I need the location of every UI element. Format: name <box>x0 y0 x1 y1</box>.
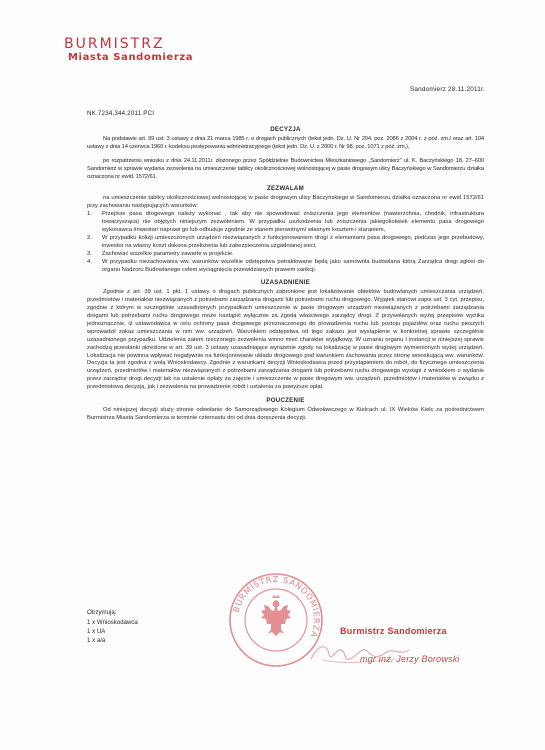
condition-text: Zachować wszelkie parametry zawarte w projekcie. <box>102 250 234 257</box>
letterhead-title: BURMISTRZ <box>64 36 165 52</box>
reference-number: NK.7234.344.2011.PCI <box>87 110 155 117</box>
condition-text: W przypadku kolizji umieszczonych urządzeń niezwiązanych z funkcjonowaniem drogi z elementami pasa drogowego, podczas jego przebudowy, inwestor na własny koszt dokona przełożenia lub zabezpieczenia uzgadnianej sieci, <box>102 234 484 249</box>
decision-heading: DECYZJA <box>270 126 301 133</box>
signatory-name: mgr inż. Jerzy Borowski <box>360 654 460 664</box>
recipients-title: Otrzymują: <box>87 609 117 616</box>
permission-intro: na umieszczenie tablicy okolicznościowej wolnostojącej w pasie drogowym ulicy Baczyńskiego w Sandomierzu działka oznaczona nr ewid 1572/61 przy zachowaniu następujących warunków: <box>87 195 484 210</box>
eagle-emblem-icon <box>261 595 291 636</box>
legal-basis-text: Na podstawie art. 39 ust. 3 ustawy z dnia 21 marca 1985 r. o drogach publicznych (tekst jedn. Dz. U. Nr 204, poz. 2086 z 2004 r. z póź. zm./ oraz art. 104 ustawy z dnia 14 czerwca 1960 r. kodeksu postępowania administracyjnego (tekst jedn. Dz. U. z 2000 r. Nr 98, poz. 1071 z póź. zm.), <box>87 135 484 150</box>
permission-heading: ZEZWALAM <box>267 185 304 193</box>
condition-number: 2. <box>87 234 92 241</box>
document-body <box>87 124 484 423</box>
condition-item <box>87 251 484 259</box>
letterhead <box>64 36 193 64</box>
condition-text: Przejście pasa drogowego należy wykonać , tak aby nie spowodować zniszczenia jego elementów (nawierzchnia, chodnik, infrastruktura towarzysząca) nie objętych niniejszym zezwoleniem. W przypadku uszkodzenia lub zniszczenia jakiegokolwiek elementu pasa drogowego wykonawca /inwestor/ naprawi go lub odbuduje zgodnie ze stanem pierwotnym/ własnym kosztem i staraniem, <box>102 211 484 233</box>
condition-number: 3. <box>87 250 92 257</box>
recipient-item: 1 x a/a <box>87 637 106 644</box>
document-date: Sandomierz 28.11.2011r. <box>409 86 485 93</box>
signatory-title: Burmistrz Sandomierza <box>340 626 447 636</box>
instruction-text: Od niniejszej decyzji służy stronie odwołanie do Samorządowego Kolegium Odwoławczego w Kielcach ul. IX Wieków Kielc za pośrednictwem Burmistrza Miasta Sandomierza w terminie czternastu dni od dnia doręczenia decyzji. <box>87 407 484 421</box>
letterhead-subtitle: Miasta Sandomierza <box>68 52 194 63</box>
recipient-item: 1 x Wnioskodawca <box>87 619 138 626</box>
condition-item <box>87 211 484 235</box>
stamp-text: BURMISTRZ SANDOMIERZA <box>230 573 323 640</box>
conditions-list <box>87 211 484 274</box>
condition-item <box>87 235 484 251</box>
instruction-heading: POUCZENIE <box>266 397 305 405</box>
justification-text: Zgodnie z art. 39 ust. 1 pkt. 1 ustawy o drogach publicznych zabronione jest lokalizowanie obiektów budowlanych umieszczania urządzeń, przedmiotów i materiałów niezwiązanych z potrzebami zarządzania drogami lub potrzebami ruchu drogowego. Wyjątek stanowi zapis ust. 3 cyt. przepisu, zgodnie z którym w szczególnie uzasadnionych przypadkach umieszczenie w pasie drogowym urządzeń niezwiązanych z potrzebami zarządzania drogami lub potrzebami ruchu drogowego może nastąpić wyłącznie za zgodą właściwego zarządcy drogi. Z przywołanych wyżej przepisów wynika jednoznacznie, iż ustawodawca w celu ochrony pasa drogowego przeznaczonego do prowadzenia ruchu lub postoju pojazdów oraz ruchu pieszych wprowadził zakaz umieszczania w nim ww. urządzeń. Warunkiem odstępstwa od tego zakazu jest wystąpienie w konkretnej sprawie szczególnie uzasadnionego przypadku. Udzielenia zatem rzeczonego zezwolenia winno mieć charakter wyjątkowy. W uznaniu organu I instancji w niniejszej sprawie zachodzą przesłanki określone w art. 39 ust. 3 ustawy uzasadniające wyrażenie zgody na lokalizację w pasie drogowym wymienionych wyżej urządzeń. Lokalizacja nie powinna wpływać negatywnie na funkcjonowanie układu drogowego pod warunkiem zachowania przez stronę wnioskującą ww. warunków. Decyzja ta jest zgodna z wolą Wnioskodawcy. Zgodnie z warunkami decyzji Wnioskodawca przed przystąpieniem do robót, do fizycznego umieszczenia urządzeń, przedmiotów i materiałów niezwiązanych z potrzebami zarządzania drogami lub potrzebami ruchu drogowego wystąpi z wnioskiem o wydanie przez zarządcę drogi decyzji tak na ustalenie opłaty za zajęcie i umieszczenie w pasie drogowym ww. urządzeń, przedmiotów i materiałów w związku z przedmiotowa decyzją, jak i zezwolenia na prowadzenie robót i ustalenia za powyższe opłat. <box>87 289 484 391</box>
condition-item <box>87 259 484 275</box>
recipients-block <box>87 608 138 645</box>
condition-number: 4. <box>87 258 92 265</box>
condition-number: 1. <box>87 211 92 218</box>
handwritten-signature <box>305 636 425 670</box>
condition-text: W przypadku niezachowania ww. warunków wszelkie odstępstwa potraktowane będą jako samowola budowlana którą Zarządca drogi zgłosi do organu Nadzoru Budowlanego celem wyciągnięcia przewidzianych prawem sankcji. <box>102 258 484 273</box>
consideration-text: po rozpatrzeniu wniosku z dnia 24.11.2011r. złożonego przez Spółdzielnie Budownictwa Mieszkaniowego „Sandomierz" ul. K. Baczyńskiego 18, 27–600 Sandomierz w sprawie wydania zezwolenia na umieszczenie tablicy okolicznościowej wolnostojącej w pasie drogowym ulicy Baczyńskiego w Sandomierzu działka oznaczona nr ewid. 1572/61. <box>87 157 484 180</box>
recipient-item: 1 x UA <box>87 628 106 635</box>
justification-heading: UZASADNIENIE <box>260 279 311 287</box>
